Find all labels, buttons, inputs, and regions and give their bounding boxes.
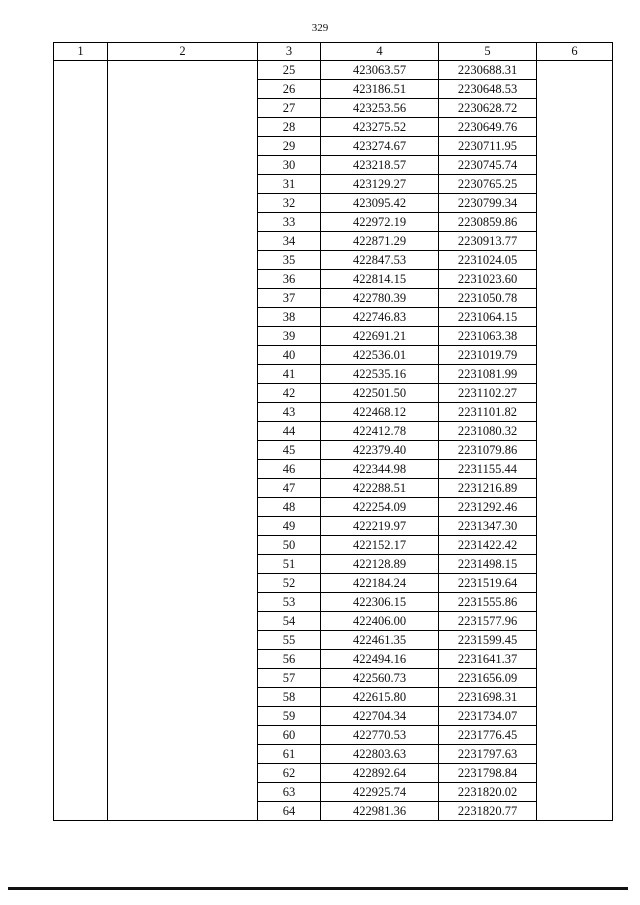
point-number-cell: 56 [258, 650, 321, 669]
point-number-cell: 27 [258, 99, 321, 118]
x-coordinate-cell: 422560.73 [321, 669, 439, 688]
column-header-6: 6 [537, 43, 613, 61]
y-coordinate-cell: 2231024.05 [439, 251, 537, 270]
y-coordinate-cell: 2231019.79 [439, 346, 537, 365]
table-header-row [54, 43, 613, 61]
column-6-cell [537, 61, 613, 821]
y-coordinate-cell: 2231155.44 [439, 460, 537, 479]
point-number-cell: 45 [258, 441, 321, 460]
coordinates-table [53, 42, 613, 821]
y-coordinate-cell: 2230913.77 [439, 232, 537, 251]
point-number-cell: 52 [258, 574, 321, 593]
x-coordinate-cell: 422461.35 [321, 631, 439, 650]
y-coordinate-cell: 2231776.45 [439, 726, 537, 745]
column-header-3: 3 [258, 43, 321, 61]
x-coordinate-cell: 423275.52 [321, 118, 439, 137]
y-coordinate-cell: 2230688.31 [439, 61, 537, 80]
point-number-cell: 25 [258, 61, 321, 80]
x-coordinate-cell: 422892.64 [321, 764, 439, 783]
y-coordinate-cell: 2231050.78 [439, 289, 537, 308]
y-coordinate-cell: 2230745.74 [439, 156, 537, 175]
column-header-1: 1 [54, 43, 108, 61]
y-coordinate-cell: 2230765.25 [439, 175, 537, 194]
x-coordinate-cell: 422803.63 [321, 745, 439, 764]
y-coordinate-cell: 2231577.96 [439, 612, 537, 631]
column-header-4: 4 [321, 43, 439, 61]
point-number-cell: 29 [258, 137, 321, 156]
y-coordinate-cell: 2231734.07 [439, 707, 537, 726]
column-header-2: 2 [108, 43, 258, 61]
table-row [54, 61, 613, 80]
point-number-cell: 53 [258, 593, 321, 612]
x-coordinate-cell: 422501.50 [321, 384, 439, 403]
x-coordinate-cell: 422847.53 [321, 251, 439, 270]
point-number-cell: 26 [258, 80, 321, 99]
y-coordinate-cell: 2231081.99 [439, 365, 537, 384]
x-coordinate-cell: 423253.56 [321, 99, 439, 118]
x-coordinate-cell: 422770.53 [321, 726, 439, 745]
y-coordinate-cell: 2230859.86 [439, 213, 537, 232]
x-coordinate-cell: 422379.40 [321, 441, 439, 460]
y-coordinate-cell: 2231079.86 [439, 441, 537, 460]
y-coordinate-cell: 2230711.95 [439, 137, 537, 156]
bottom-rule [8, 887, 628, 890]
x-coordinate-cell: 422288.51 [321, 479, 439, 498]
y-coordinate-cell: 2231347.30 [439, 517, 537, 536]
x-coordinate-cell: 422219.97 [321, 517, 439, 536]
x-coordinate-cell: 422254.09 [321, 498, 439, 517]
y-coordinate-cell: 2230648.53 [439, 80, 537, 99]
point-number-cell: 49 [258, 517, 321, 536]
x-coordinate-cell: 423186.51 [321, 80, 439, 99]
x-coordinate-cell: 422412.78 [321, 422, 439, 441]
point-number-cell: 62 [258, 764, 321, 783]
y-coordinate-cell: 2231519.64 [439, 574, 537, 593]
point-number-cell: 64 [258, 802, 321, 821]
y-coordinate-cell: 2231698.31 [439, 688, 537, 707]
point-number-cell: 59 [258, 707, 321, 726]
point-number-cell: 39 [258, 327, 321, 346]
point-number-cell: 36 [258, 270, 321, 289]
y-coordinate-cell: 2231656.09 [439, 669, 537, 688]
y-coordinate-cell: 2231820.02 [439, 783, 537, 802]
x-coordinate-cell: 422306.15 [321, 593, 439, 612]
point-number-cell: 63 [258, 783, 321, 802]
point-number-cell: 28 [258, 118, 321, 137]
point-number-cell: 47 [258, 479, 321, 498]
y-coordinate-cell: 2231820.77 [439, 802, 537, 821]
x-coordinate-cell: 423129.27 [321, 175, 439, 194]
point-number-cell: 50 [258, 536, 321, 555]
y-coordinate-cell: 2231641.37 [439, 650, 537, 669]
x-coordinate-cell: 423218.57 [321, 156, 439, 175]
x-coordinate-cell: 423274.67 [321, 137, 439, 156]
point-number-cell: 33 [258, 213, 321, 232]
point-number-cell: 54 [258, 612, 321, 631]
y-coordinate-cell: 2231498.15 [439, 555, 537, 574]
y-coordinate-cell: 2231292.46 [439, 498, 537, 517]
y-coordinate-cell: 2231080.32 [439, 422, 537, 441]
y-coordinate-cell: 2231599.45 [439, 631, 537, 650]
y-coordinate-cell: 2231798.84 [439, 764, 537, 783]
x-coordinate-cell: 422746.83 [321, 308, 439, 327]
point-number-cell: 46 [258, 460, 321, 479]
point-number-cell: 57 [258, 669, 321, 688]
x-coordinate-cell: 422494.16 [321, 650, 439, 669]
point-number-cell: 37 [258, 289, 321, 308]
x-coordinate-cell: 422152.17 [321, 536, 439, 555]
y-coordinate-cell: 2231102.27 [439, 384, 537, 403]
x-coordinate-cell: 422615.80 [321, 688, 439, 707]
column-2-cell [108, 61, 258, 821]
column-1-cell [54, 61, 108, 821]
x-coordinate-cell: 422344.98 [321, 460, 439, 479]
table-body [54, 61, 613, 821]
point-number-cell: 44 [258, 422, 321, 441]
y-coordinate-cell: 2231797.63 [439, 745, 537, 764]
point-number-cell: 61 [258, 745, 321, 764]
y-coordinate-cell: 2231101.82 [439, 403, 537, 422]
x-coordinate-cell: 422972.19 [321, 213, 439, 232]
point-number-cell: 51 [258, 555, 321, 574]
y-coordinate-cell: 2231422.42 [439, 536, 537, 555]
point-number-cell: 30 [258, 156, 321, 175]
x-coordinate-cell: 422814.15 [321, 270, 439, 289]
point-number-cell: 55 [258, 631, 321, 650]
x-coordinate-cell: 422535.16 [321, 365, 439, 384]
point-number-cell: 41 [258, 365, 321, 384]
x-coordinate-cell: 422704.34 [321, 707, 439, 726]
x-coordinate-cell: 423063.57 [321, 61, 439, 80]
point-number-cell: 38 [258, 308, 321, 327]
x-coordinate-cell: 422780.39 [321, 289, 439, 308]
point-number-cell: 32 [258, 194, 321, 213]
x-coordinate-cell: 422184.24 [321, 574, 439, 593]
x-coordinate-cell: 422536.01 [321, 346, 439, 365]
point-number-cell: 35 [258, 251, 321, 270]
y-coordinate-cell: 2231555.86 [439, 593, 537, 612]
point-number-cell: 40 [258, 346, 321, 365]
point-number-cell: 42 [258, 384, 321, 403]
y-coordinate-cell: 2231064.15 [439, 308, 537, 327]
point-number-cell: 48 [258, 498, 321, 517]
y-coordinate-cell: 2231216.89 [439, 479, 537, 498]
y-coordinate-cell: 2230628.72 [439, 99, 537, 118]
x-coordinate-cell: 422871.29 [321, 232, 439, 251]
x-coordinate-cell: 422128.89 [321, 555, 439, 574]
point-number-cell: 60 [258, 726, 321, 745]
y-coordinate-cell: 2230649.76 [439, 118, 537, 137]
x-coordinate-cell: 422468.12 [321, 403, 439, 422]
x-coordinate-cell: 423095.42 [321, 194, 439, 213]
point-number-cell: 43 [258, 403, 321, 422]
page-number: 329 [311, 22, 329, 34]
y-coordinate-cell: 2231023.60 [439, 270, 537, 289]
point-number-cell: 58 [258, 688, 321, 707]
point-number-cell: 34 [258, 232, 321, 251]
y-coordinate-cell: 2231063.38 [439, 327, 537, 346]
x-coordinate-cell: 422981.36 [321, 802, 439, 821]
x-coordinate-cell: 422691.21 [321, 327, 439, 346]
y-coordinate-cell: 2230799.34 [439, 194, 537, 213]
x-coordinate-cell: 422925.74 [321, 783, 439, 802]
x-coordinate-cell: 422406.00 [321, 612, 439, 631]
point-number-cell: 31 [258, 175, 321, 194]
column-header-5: 5 [439, 43, 537, 61]
